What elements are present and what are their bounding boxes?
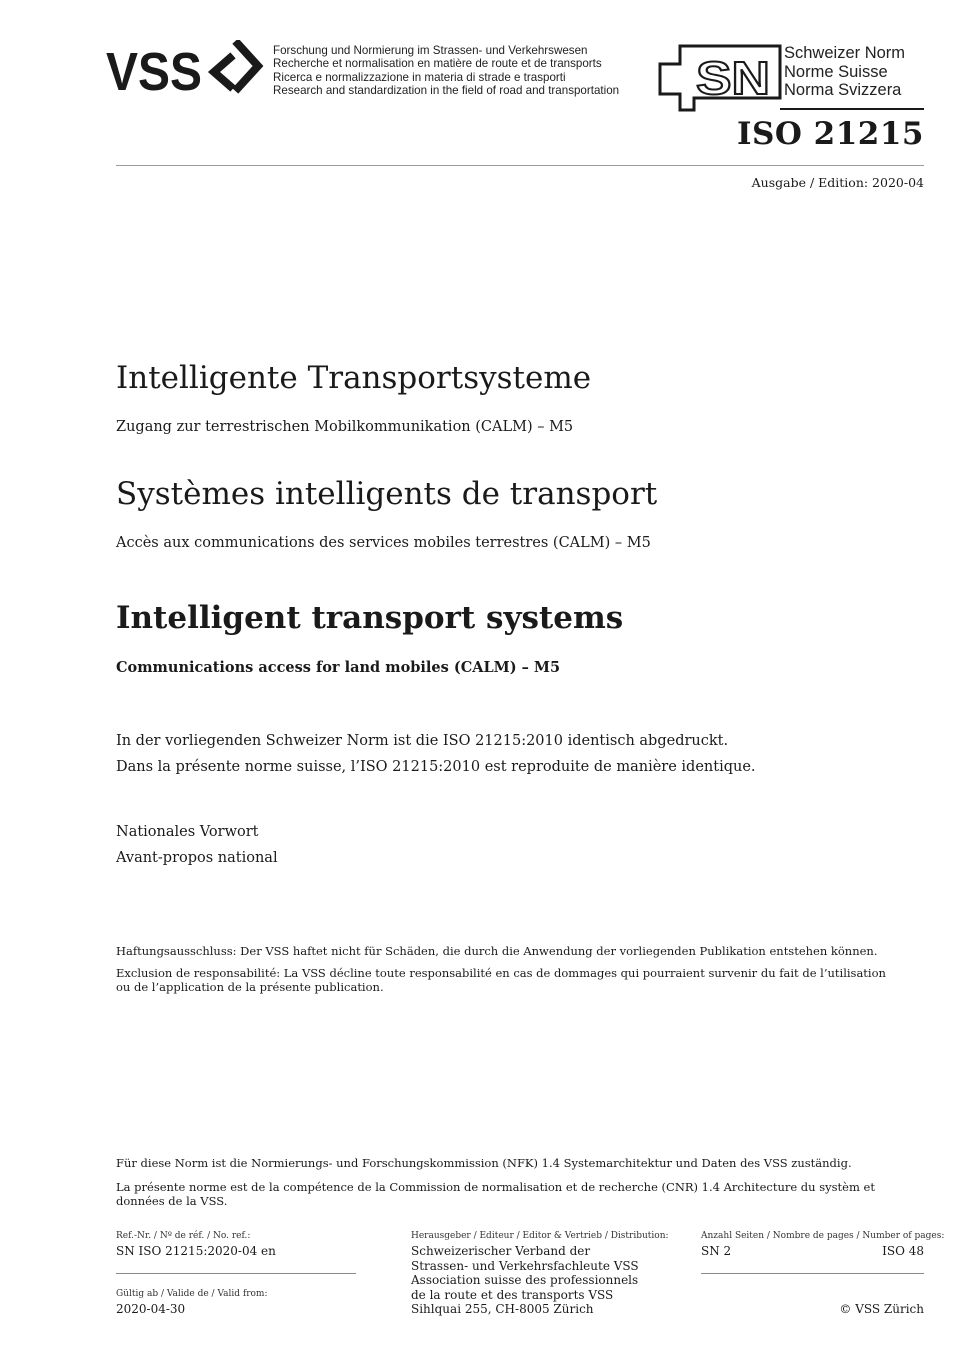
page-count-iso: ISO 48 (882, 1244, 924, 1258)
ref-number-value: SN ISO 21215:2020-04 en (116, 1244, 276, 1258)
publisher-line: Strassen- und Verkehrsfachleute VSS (411, 1258, 639, 1273)
title-de: Intelligente Transportsysteme (116, 360, 592, 396)
header-divider (116, 165, 924, 166)
publisher-line: Sihlquai 255, CH-8005 Zürich (411, 1302, 594, 1317)
edition-date: Ausgabe / Edition: 2020-04 (751, 175, 924, 190)
disclaimer-de: Haftungsausschluss: Der VSS haftet nicht für Schäden, die durch die Anwendung der vorliegenden Publikation entstehen können. (116, 944, 878, 958)
sn-name-de: Schweizer Norm (784, 44, 906, 62)
disclaimer-fr: Exclusion de responsabilité: La VSS décline toute responsabilité en cas de dommages qui pourraient survenir du fait de l’utilisation ou de l’application de la présente publication. (116, 966, 886, 994)
vss-logo (106, 40, 266, 100)
valid-from-value: 2020-04-30 (116, 1302, 186, 1316)
sn-logo-text: SN (696, 52, 770, 104)
publisher-line: Association suisse des professionnels (411, 1273, 639, 1288)
tagline-en: Research and standardization in the field of road and transportation (273, 84, 620, 98)
page-count-label: Anzahl Seiten / Nombre de pages / Number of pages: (701, 1231, 945, 1241)
responsibility-fr: La présente norme est de la compétence de la Commission de normalisation et de recherche (CNR) 1.4 Architecture du systèm et données de la VSS. (116, 1180, 875, 1208)
subtitle-en: Communications access for land mobiles (CALM) – M5 (116, 659, 561, 676)
publisher-label: Herausgeber / Editeur / Editor & Vertrieb / Distribution: (411, 1231, 669, 1241)
footer-divider-right (701, 1273, 924, 1274)
footer-divider-left (116, 1273, 356, 1274)
title-fr: Systèmes intelligents de transport (116, 476, 658, 512)
national-foreword-de: Nationales Vorwort (116, 824, 259, 840)
subtitle-fr: Accès aux communications des services mobiles terrestres (CALM) – M5 (116, 535, 651, 551)
tagline-de: Forschung und Normierung im Strassen- und Verkehrswesen (273, 44, 588, 57)
page-count-sn: SN 2 (701, 1244, 732, 1258)
ref-number-label: Ref.-Nr. / Nº de réf. / No. ref.: (116, 1231, 251, 1241)
tagline-it: Ricerca e normalizzazione in materia di strade e trasporti (273, 70, 566, 84)
tagline-fr: Recherche et normalisation en matière de route et de transports (273, 57, 602, 71)
publisher-line: Schweizerischer Verband der (411, 1244, 591, 1258)
publisher-address (411, 1244, 639, 1317)
subtitle-de: Zugang zur terrestrischen Mobilkommunikation (CALM) – M5 (116, 419, 574, 435)
sn-norm-names (784, 44, 905, 100)
identity-statement-de: In der vorliegenden Schweizer Norm ist die ISO 21215:2010 identisch abgedruckt. (116, 733, 729, 749)
valid-from-label: Gültig ab / Valide de / Valid from: (116, 1289, 268, 1299)
national-foreword-fr: Avant-propos national (116, 850, 278, 866)
identity-statement-fr: Dans la présente norme suisse, l’ISO 21215:2010 est reproduite de manière identique. (116, 759, 756, 775)
sn-swiss-cross-logo (656, 44, 784, 112)
sn-name-it: Norma Svizzera (784, 81, 902, 99)
copyright-notice: © VSS Zürich (839, 1302, 924, 1316)
iso-number: ISO 21215 (736, 116, 924, 152)
responsibility-de: Für diese Norm ist die Normierungs- und Forschungskommission (NFK) 1.4 Systemarchitektur und Daten des VSS zuständig. (116, 1156, 852, 1170)
sn-logo-underline (780, 108, 924, 110)
title-en: Intelligent transport systems (116, 600, 624, 636)
publisher-line: de la route et des transports VSS (411, 1287, 614, 1302)
vss-logo-text: VSS (106, 42, 202, 100)
sn-name-fr: Norme Suisse (784, 62, 888, 81)
vss-tagline (273, 44, 619, 98)
